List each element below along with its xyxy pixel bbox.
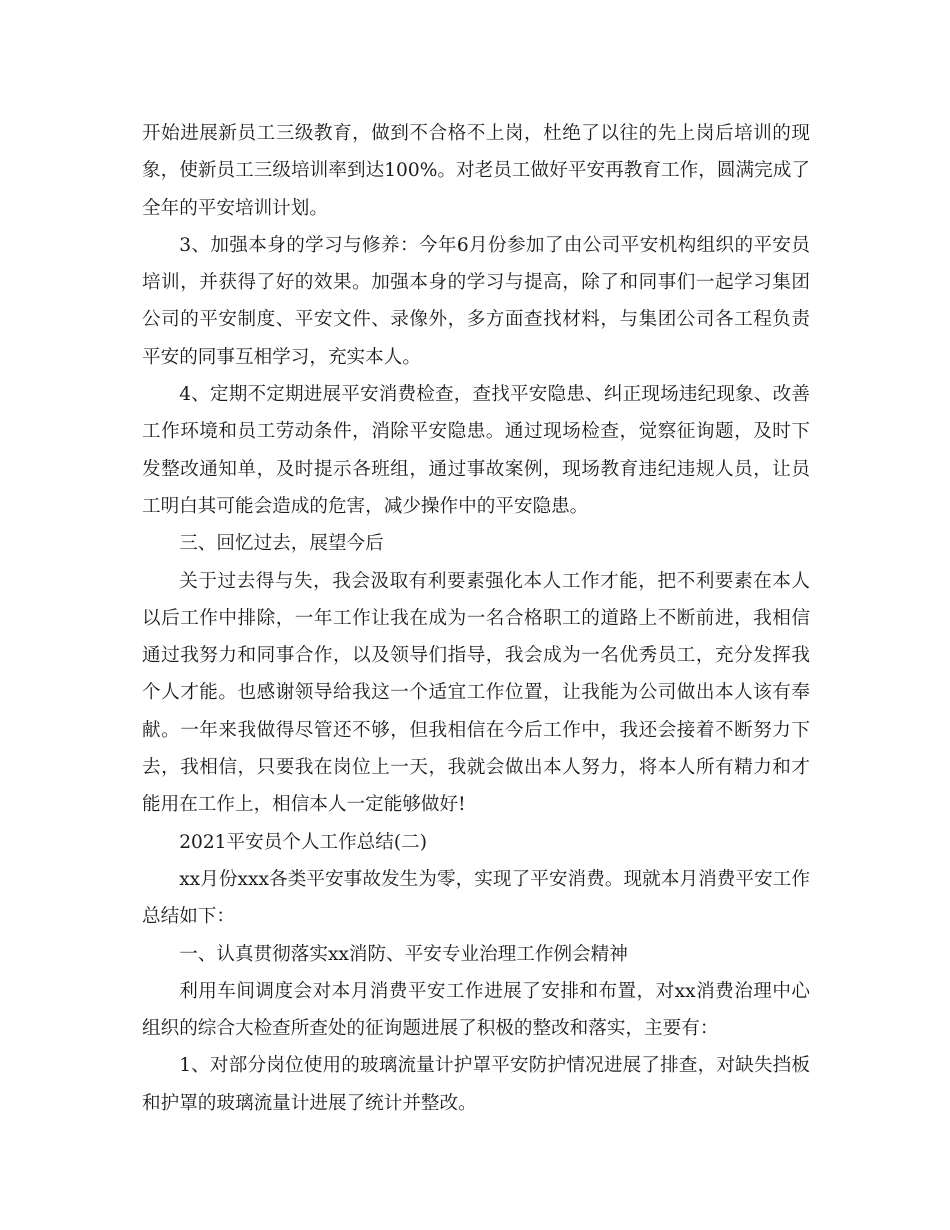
paragraph-review-outlook: 关于过去得与失，我会汲取有利要素强化本人工作才能，把不利要素在本人以后工作中排除，一年工作让我在成为一名合格职工的道路上不断前进，我相信通过我努力和同事合作，以及领导们指导，我会成为一名优秀员工，充分发挥我个人才能。也感谢领导给我这一个适宜工作位置，让我能为公司做出本人该有奉献。一年来我做得尽管还不够，但我相信在今后工作中，我还会接着不断努力下去，我相信，只要我在岗位上一天，我就会做出本人努力，将本人所有精力和才能用在工作上，相信本人一定能够做好!: [142, 570, 810, 816]
document-body: [142, 115, 810, 1122]
paragraph-item-3-self-study: 3、加强本身的学习与修养：今年6月份参加了由公司平安机构组织的平安员培训，并获得了好的效果。加强本身的学习与提高，除了和同事们一起学习集团公司的平安制度、平安文件、录像外，多方面查找材料，与集团公司各工程负责平安的同事互相学习，充实本人。: [142, 234, 810, 368]
paragraph-dispatch-meeting: 利用车间调度会对本月消费平安工作进展了安排和布置，对xx消费治理中心组织的综合大检查所查处的征询题进展了积极的整改和落实，主要有：: [142, 980, 810, 1040]
paragraph-training-continuation: 开始进展新员工三级教育，做到不合格不上岗，杜绝了以往的先上岗后培训的现象，使新员工三级培训率到达100%。对老员工做好平安再教育工作，圆满完成了全年的平安培训计划。: [142, 123, 810, 219]
document-subtitle-part-two: 2021平安员个人工作总结(二): [179, 831, 427, 853]
paragraph-item-1-flowmeter: 1、对部分岗位使用的玻璃流量计护罩平安防护情况进展了排查，对缺失挡板和护罩的玻璃流量计进展了统计并整改。: [142, 1055, 810, 1114]
paragraph-monthly-summary: xx月份xxx各类平安事故发生为零，实现了平安消费。现就本月消费平安工作总结如下：: [142, 868, 810, 928]
section-heading-review: 三、回忆过去，展望今后: [179, 533, 384, 555]
section-heading-meeting-spirit: 一、认真贯彻落实xx消防、平安专业治理工作例会精神: [179, 943, 628, 965]
paragraph-item-4-inspection: 4、定期不定期进展平安消费检查，查找平安隐患、纠正现场违纪现象、改善工作环境和员工劳动条件，消除平安隐患。通过现场检查，觉察征询题，及时下发整改通知单，及时提示各班组，通过事故案例，现场教育违纪违规人员，让员工明白其可能会造成的危害，减少操作中的平安隐患。: [142, 384, 810, 517]
